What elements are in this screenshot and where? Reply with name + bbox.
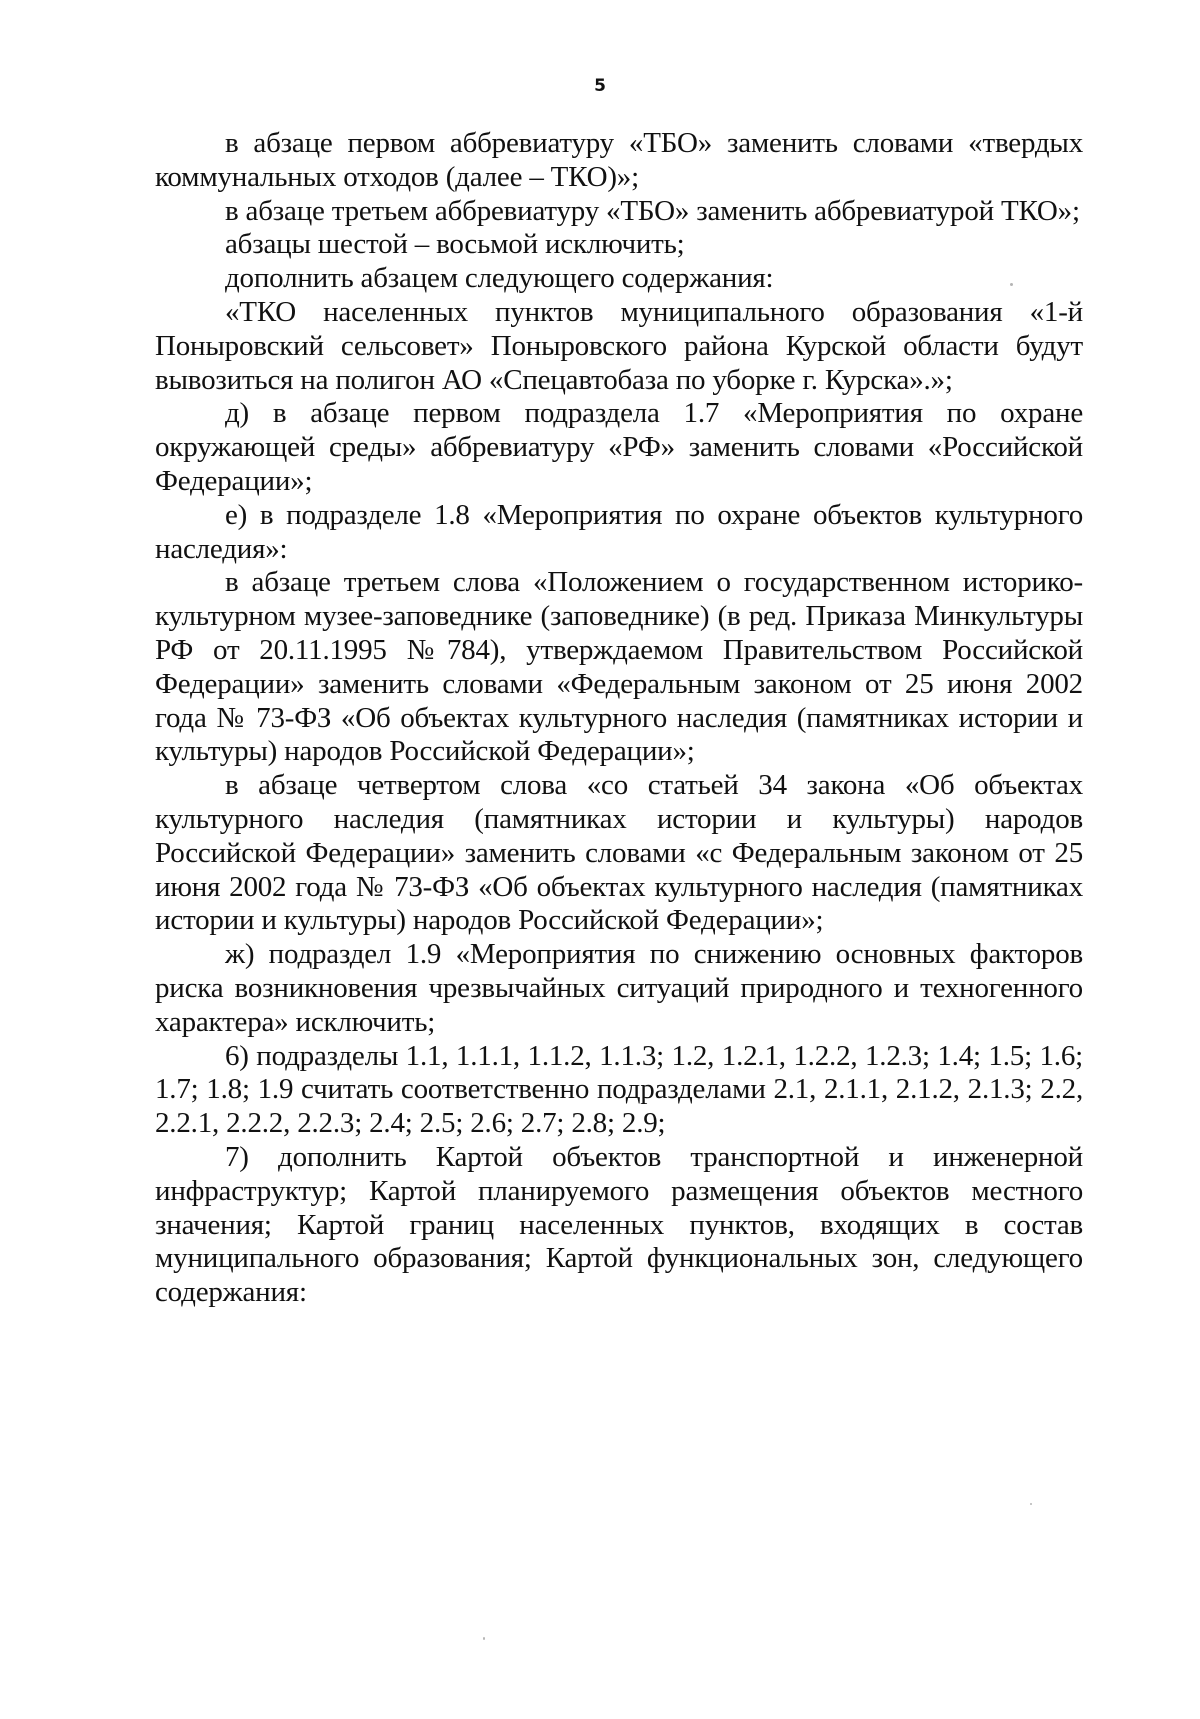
paragraph-6: д) в абзаце первом подраздела 1.7 «Мероприятия по охране окружающей среды» аббревиатуру «РФ» заменить словами «Российской Федерации»;: [155, 397, 1083, 497]
scan-speck: [1030, 1503, 1032, 1505]
paragraph-7: е) в подразделе 1.8 «Мероприятия по охране объектов культурного наследия»:: [155, 498, 1083, 565]
paragraph-2: в абзаце третьем аббревиатуру «ТБО» заменить аббревиатурой ТКО»;: [225, 194, 1080, 227]
document-body: [155, 127, 1083, 1310]
scan-speck: [1010, 283, 1013, 286]
paragraph-10: ж) подраздел 1.9 «Мероприятия по снижению основных факторов риска возникновения чрезвычайных ситуаций природного и техногенного характера» исключить;: [155, 938, 1083, 1038]
paragraph-3: абзацы шестой – восьмой исключить;: [225, 228, 685, 261]
paragraph-12: 7) дополнить Картой объектов транспортной и инженерной инфраструктур; Картой планируемого размещения объектов местного значения; Картой границ населенных пунктов, входящих в состав муниципального образования; Картой функциональных зон, следующего содержания:: [155, 1140, 1083, 1309]
scan-speck: [483, 1637, 485, 1640]
paragraph-8: в абзаце третьем слова «Положением о государственном историко-культурном музее-заповеднике (заповеднике) (в ред. Приказа Минкультуры РФ от 20.11.1995 №784), утверждаемом Правительством Российской Федерации» заменить словами «Федеральным законом от 25 июня 2002 года № 73-ФЗ «Об объектах культурного наследия (памятниках истории и культуры) народов Российской Федерации»;: [155, 566, 1083, 768]
paragraph-1: в абзаце первом аббревиатуру «ТБО» заменить словами «твердых коммунальных отходов (далее – ТКО)»;: [155, 127, 1083, 193]
paragraph-4: дополнить абзацем следующего содержания:: [225, 262, 774, 295]
paragraph-5: «ТКО населенных пунктов муниципального образования «1-й Поныровский сельсовет» Поныровского района Курской области будут вывозиться на полигон АО «Спецавтобаза по уборке г. Курска».»;: [155, 295, 1083, 396]
page-number: 5: [594, 76, 606, 96]
paragraph-9: в абзаце четвертом слова «со статьей 34 закона «Об объектах культурного наследия (памятниках истории и культуры) народов Российской Федерации» заменить словами «с Федеральным законом от 25 июня 2002 года № 73-ФЗ «Об объектах культурного наследия (памятниках истории и культуры) народов Российской Федерации»;: [155, 769, 1083, 937]
paragraph-11: 6) подразделы 1.1, 1.1.1, 1.1.2, 1.1.3; 1.2, 1.2.1, 1.2.2, 1.2.3; 1.4; 1.5; 1.6; 1.7; 1.8; 1.9 считать соответственно подразделами 2.1, 2.1.1, 2.1.2, 2.1.3; 2.2, 2.2.1, 2.2.2, 2.2.3; 2.4; 2.5; 2.6; 2.7; 2.8; 2.9;: [155, 1039, 1083, 1140]
